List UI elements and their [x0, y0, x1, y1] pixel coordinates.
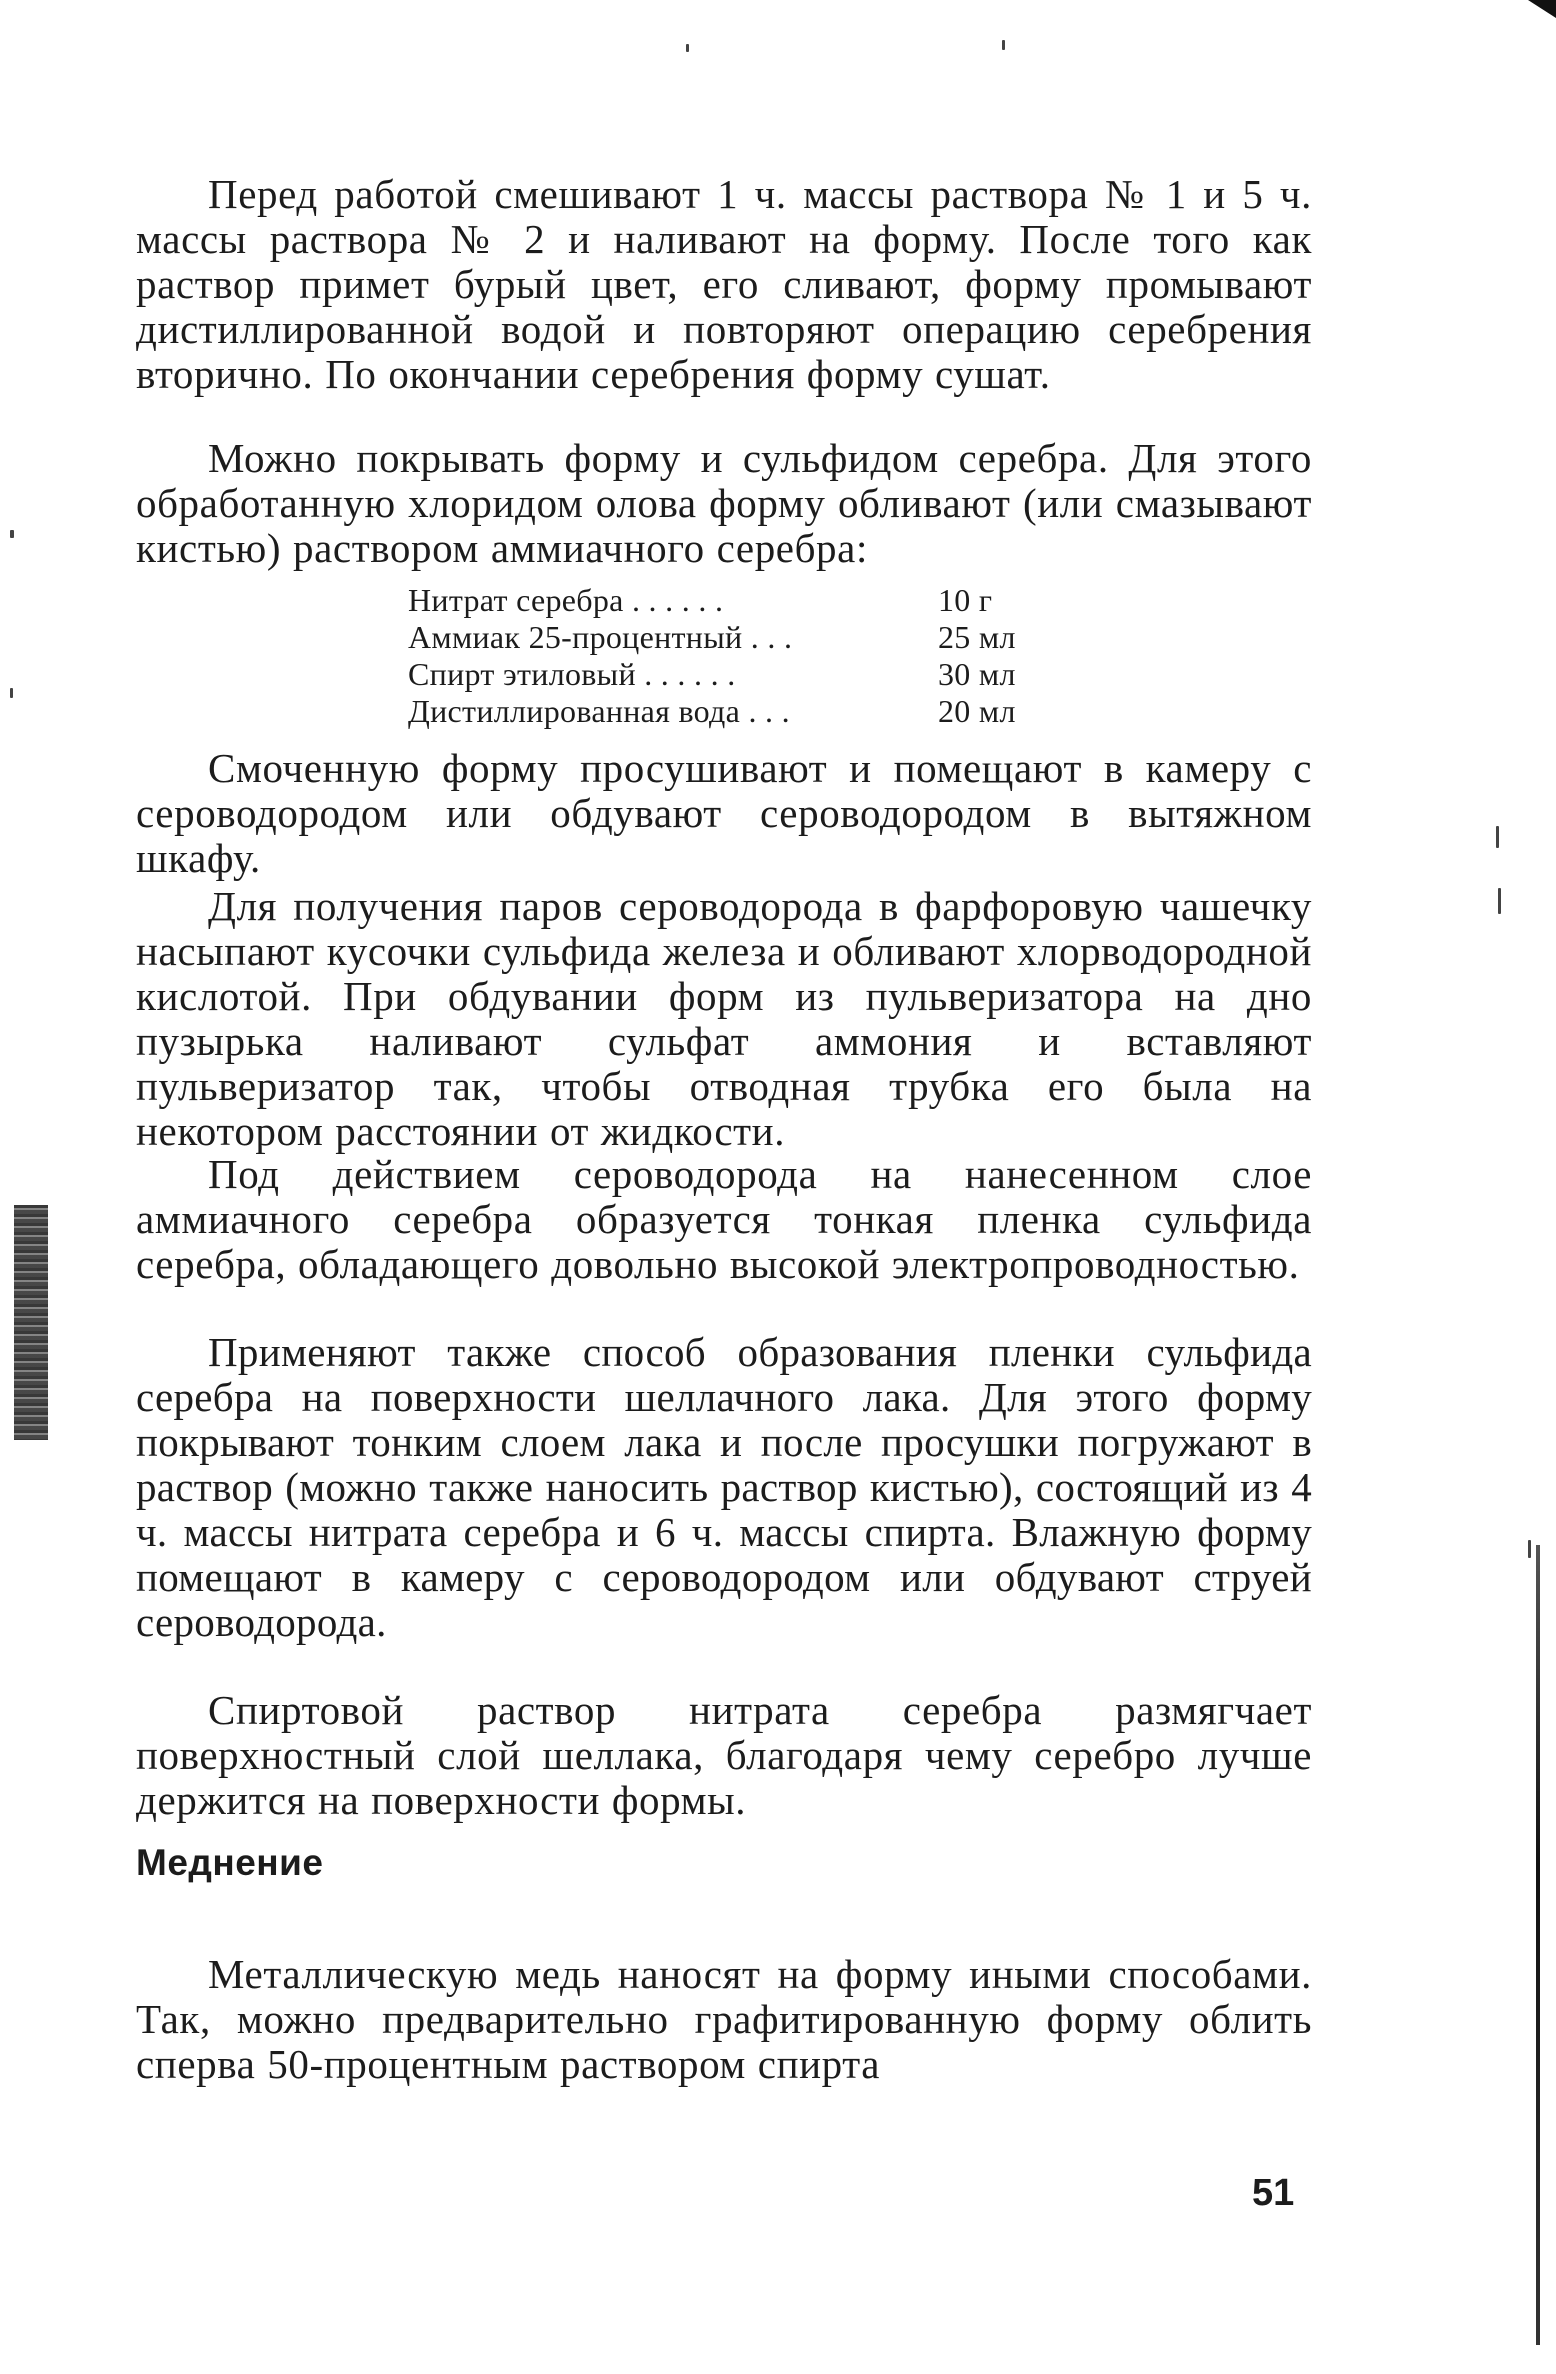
recipe-amount: 30 мл	[938, 656, 1016, 692]
scan-speck	[686, 44, 689, 52]
paragraph-text: Спиртовой раствор нитрата серебра размягчает поверхностный слой шеллака, благодаря чему серебро лучше держится на поверхности формы.	[136, 1687, 1312, 1823]
paragraph-text: Можно покрывать форму и сульфидом серебра. Для этого обработанную хлоридом олова форму обливают (или смазывают кистью) раствором аммиачного серебра:	[136, 435, 1312, 571]
section-heading: Меднение	[136, 1842, 324, 1883]
page-number: 51	[1252, 2172, 1295, 2214]
paragraph-5	[136, 1152, 1312, 1287]
recipe-amount: 10 г	[938, 582, 993, 618]
scan-speck	[1496, 826, 1499, 848]
paragraph-2	[136, 436, 1312, 571]
recipe-ingredient: Аммиак 25-процентный . . .	[408, 619, 793, 655]
recipe-amount: 20 мл	[938, 693, 1016, 729]
scan-speck	[1498, 888, 1501, 914]
paragraph-8	[136, 1952, 1312, 2087]
recipe-row	[408, 693, 1068, 730]
recipe-ingredient: Дистиллированная вода . . .	[408, 693, 790, 729]
scan-speck	[1002, 40, 1005, 50]
recipe-row	[408, 656, 1068, 693]
paragraph-4	[136, 884, 1312, 1154]
paragraph-text: Смоченную форму просушивают и помещают в камеру с сероводородом или обдувают сероводородом в вытяжном шкафу.	[136, 745, 1312, 881]
scan-artifact-edge-line	[1536, 1545, 1540, 2345]
paragraph-text: Для получения паров сероводорода в фарфоровую чашечку насыпают кусочки сульфида железа и обливают хлорводородной кислотой. При обдувании форм из пульверизатора на дно пузырька наливают сульфат аммония и вставляют пульверизатор так, чтобы отводная трубка его была на некотором расстоянии от жидкости.	[136, 883, 1312, 1154]
paragraph-text: Применяют также способ образования пленки сульфида серебра на поверхности шеллачного лака. Для этого форму покрывают тонким слоем лака и после просушки погружают в раствор (можно также наносить раствор кистью), состоящий из 4 ч. массы нитрата серебра и 6 ч. массы спирта. Влажную форму помещают в камеру с сероводородом или обдувают струей сероводорода.	[136, 1329, 1312, 1645]
paragraph-7	[136, 1688, 1312, 1823]
recipe-amount: 25 мл	[938, 619, 1016, 655]
paragraph-6	[136, 1330, 1312, 1645]
scan-artifact-stripe	[14, 1205, 48, 1440]
scan-speck	[10, 688, 13, 698]
paragraph-3	[136, 746, 1312, 881]
paragraph-text: Металлическую медь наносят на форму иными способами. Так, можно предварительно графитированную форму облить сперва 50-процентным раствором спирта	[136, 1951, 1312, 2087]
recipe-row	[408, 619, 1068, 656]
recipe-table	[408, 582, 1068, 730]
recipe-ingredient: Спирт этиловый . . . . . .	[408, 656, 736, 692]
paragraph-1	[136, 172, 1312, 397]
paragraph-text: Перед работой смешивают 1 ч. массы раствора № 1 и 5 ч. массы раствора № 2 и наливают на форму. После того как раствор примет бурый цвет, его сливают, форму промывают дистиллированной водой и повторяют операцию серебрения вторично. По окончании серебрения форму сушат.	[136, 171, 1312, 397]
scan-speck	[10, 530, 14, 538]
recipe-row	[408, 582, 1068, 619]
scan-corner-mark	[1528, 0, 1556, 18]
paragraph-text: Под действием сероводорода на нанесенном слое аммиачного серебра образуется тонкая пленка сульфида серебра, обладающего довольно высокой электропроводностью.	[136, 1151, 1312, 1287]
scan-speck	[1528, 1540, 1531, 1558]
recipe-ingredient: Нитрат серебра . . . . . .	[408, 582, 724, 618]
